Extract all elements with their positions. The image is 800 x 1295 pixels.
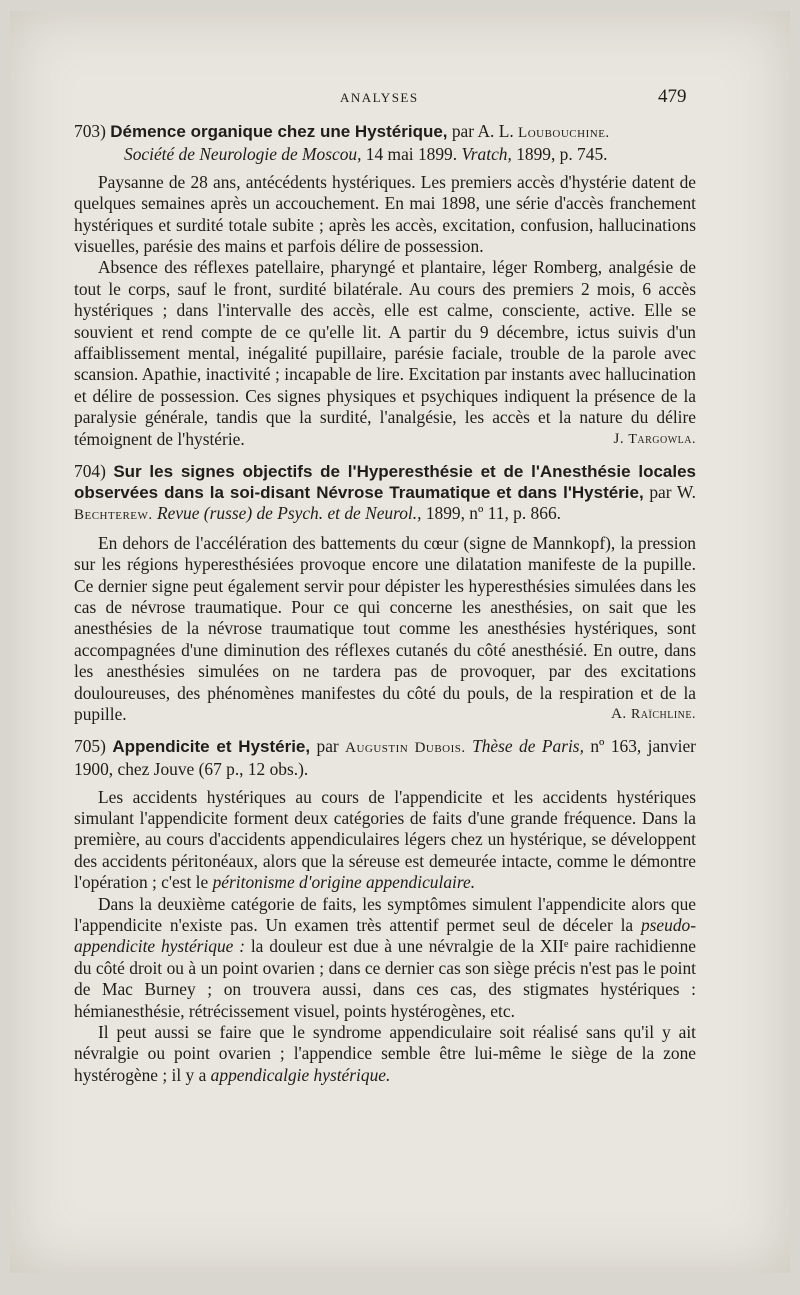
page xyxy=(10,11,790,1273)
source-ref: nº 163, janvier 1900, chez Jouve (67 p., 12 obs.). xyxy=(74,735,696,780)
entry-number: 703) xyxy=(74,121,106,141)
signature xyxy=(611,704,696,725)
page-number: 479 xyxy=(658,86,687,107)
entry-title: Appendicite et Hystérie, xyxy=(112,736,311,756)
entry-704 xyxy=(74,461,696,726)
entry-author: Loubouchine. xyxy=(518,125,610,141)
paragraph-text: Les accidents hystériques au cours de l'appendicite et les accidents hystériques simulant l'appendicite forment deux catégories de faits d'une grande fréquence. Dans la première, au cours d'accidents appendiculaires légers chez un hystérique, se développent des accidents péritonéaux, alors que la séreuse est demeurée intacte, comme le démontre l'opération ; c'est le xyxy=(74,786,696,893)
paragraph-text: Dans la deuxième catégorie de faits, les symptômes simulent l'appendicite alors que l'appendicite n'existe pas. Un examen très attentif permet seul de déceler la xyxy=(74,893,696,936)
paragraph: Absence des réflexes patellaire, pharyngé et plantaire, léger Romberg, analgésie de tout le corps, sauf le front, surdité bilatérale. Au cours des premiers 2 mois, 6 accès hystériques ; dans l'intervalle des accès, elle est calme, consciente, active. Elle se souvient et rend compte de ce qu'elle lit. A partir du 9 décembre, ictus suivis d'un affaiblissement mental, inégalité pupillaire, parésie faciale, trouble de la parole avec scansion. Apathie, inactivité ; incapable de lire. Excitation par instants avec hallucination et délire de possession. Ces signes physiques et psychiques indiquent la présence de la paralysie générale, tandis que la surdité, l'analgésie, les accès et la nature du délire témoignent de l'hystérie. xyxy=(74,257,696,449)
entry-by: par xyxy=(310,735,346,756)
source-ref: 1899, p. 745. xyxy=(511,144,608,165)
entry-by: par A. L. xyxy=(447,121,519,141)
entry-title: Démence organique chez une Hystérique, xyxy=(110,122,448,141)
entry-heading xyxy=(74,121,696,144)
paragraph: Paysanne de 28 ans, antécédents hystériques. Les premiers accès d'hystérie datent de quelques semaines après un accouchement. En mai 1898, une série d'accès franchement hystériques et surdité totale subite ; après les accès, excitation, confusion, hallucinations visuelles, parésie des mains et parfois délire de possession. xyxy=(74,171,696,257)
entry-by: par W. xyxy=(643,481,696,502)
entry-705 xyxy=(74,736,696,1087)
entry-703 xyxy=(74,121,696,451)
source-journal: Thèse de Paris, xyxy=(465,735,584,756)
source-journal: Vratch, xyxy=(461,144,512,165)
emphasis: pseudo-appendicite hystérique : xyxy=(74,915,696,957)
paragraph-text: la douleur est due à une névralgie de la XIIᵉ paire rachidienne du côté droit ou à un point ovarien ; dans ce dernier cas son siège précis n'est pas le point de Mac Burney ; on trouvera aussi, dans ces cas, des stigmates hystériques : hémianesthésie, rétrécissement visuel, points hystérogènes, etc. xyxy=(74,936,696,1021)
source-society: Société de Neurologie de Moscou, xyxy=(124,144,362,165)
paragraph-text: Il peut aussi se faire que le syndrome appendiculaire soit réalisé sans qu'il y ait névralgie ou point ovarien ; l'appendice semble être lui-même le siège de la zone hystérogène ; il y a xyxy=(74,1022,696,1085)
entry-heading xyxy=(74,736,696,781)
paragraph: En dehors de l'accélération des battements du cœur (signe de Mannkopf), la pression sur les régions hyperesthésiées provoque encore une dilatation manifeste de la pupille. Ce dernier signe peut également servir pour dépister les hyperesthésies simulées dans les cas de névrose traumatique. Pour ce qui concerne les anesthésies, on sait que les anesthésies de la névrose traumatique tout comme les anesthésies hystériques, sont accompagnées d'une diminution des réflexes cutanés du côté anesthésié. En outre, dans les anesthésies simulées on ne tardera pas de provoquer, par des excitations douloureuses, des phénomènes manifestes du côté du pouls, de la respiration et de la pupille. xyxy=(74,532,696,724)
running-head: ANALYSES xyxy=(340,90,419,105)
entry-title: Sur les signes objectifs de l'Hyperesthésie et de l'Anesthésie locales observées dans la soi-disant Névrose Traumatique et dans l'Hystérie, xyxy=(74,461,697,502)
entry-number: 704) xyxy=(74,460,106,481)
entry-source xyxy=(74,144,696,165)
emphasis: appendicalgie hystérique. xyxy=(210,1064,391,1085)
paragraph xyxy=(74,1022,696,1086)
signature xyxy=(614,429,697,450)
paragraph xyxy=(74,894,696,1022)
entry-number: 705) xyxy=(74,735,106,756)
source-journal: Revue (russe) de Psych. et de Neurol., xyxy=(152,503,422,524)
entry-author: Augustin Dubois. xyxy=(345,739,466,756)
source-date: 14 mai 1899. xyxy=(361,144,462,165)
emphasis: péritonisme d'origine appendiculaire. xyxy=(212,872,476,893)
paragraph xyxy=(74,787,696,894)
entry-author: Bechterew. xyxy=(74,507,153,524)
page-body xyxy=(74,121,696,1096)
page-header xyxy=(10,86,790,110)
signature-initial: J. xyxy=(613,431,629,448)
source-ref: 1899, nº 11, p. 866. xyxy=(421,503,561,524)
entry-heading xyxy=(74,461,696,527)
signature-initial: A. xyxy=(611,706,631,723)
signature-name: Raïchline. xyxy=(630,707,696,723)
signature-name: Targowla. xyxy=(628,432,696,448)
